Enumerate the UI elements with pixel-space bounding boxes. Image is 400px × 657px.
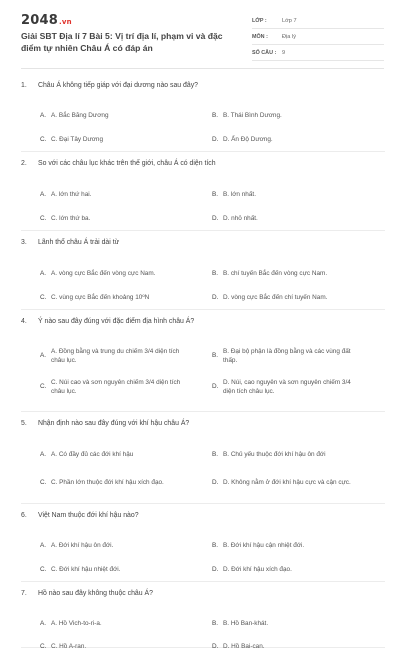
logo-brand: 2048: [21, 13, 58, 28]
option-text: A. Đới khí hậu ôn đới.: [51, 542, 114, 549]
answer-option[interactable]: [193, 442, 365, 467]
option-text: D. Núi, cao nguyên và sơn nguyên chiếm 3/4 diện tích châu lục.: [223, 378, 351, 395]
logo-suffix: .vn: [58, 18, 72, 26]
info-value: Địa lý: [282, 33, 296, 40]
answer-options: [21, 533, 385, 581]
info-row-class: [252, 13, 384, 29]
answer-options: [21, 340, 385, 402]
question-6: [21, 510, 385, 582]
option-text: A. Có đầy đủ các đới khí hậu: [51, 451, 134, 458]
option-letter: A.: [40, 620, 47, 627]
question-list: [21, 80, 385, 654]
option-text: B. chí tuyến Bắc đến vòng cực Nam.: [223, 270, 328, 277]
info-label: LỚP :: [252, 17, 267, 24]
option-text: C. Phần lớn thuộc đới khí hậu xích đạo.: [51, 479, 164, 486]
option-letter: B.: [212, 352, 219, 359]
question-stem: So với các châu lục khác trên thế giới, châu Á có diện tích: [38, 160, 216, 167]
answer-option[interactable]: [193, 371, 365, 402]
answer-options: [21, 182, 385, 230]
option-text: A. Đồng bằng và trung du chiếm 3/4 diện tích châu lục.: [51, 347, 180, 364]
option-text: C. Đới khí hậu nhiệt đới.: [51, 566, 121, 573]
option-letter: C.: [40, 136, 47, 143]
question-text: [21, 316, 385, 327]
answer-option[interactable]: [193, 286, 365, 309]
question-text: [21, 510, 385, 521]
option-text: C. Núi cao và sơn nguyên chiếm 3/4 diện tích châu lục.: [51, 378, 181, 395]
option-letter: A.: [40, 191, 47, 198]
option-letter: D.: [212, 294, 219, 301]
option-letter: C.: [40, 566, 47, 573]
answer-option[interactable]: [21, 611, 193, 636]
option-letter: B.: [212, 542, 219, 549]
question-text: [21, 158, 385, 169]
answer-option[interactable]: [21, 182, 193, 207]
answer-option[interactable]: [193, 182, 365, 207]
answer-option[interactable]: [21, 636, 193, 657]
question-number: 2.: [21, 160, 27, 167]
option-letter: B.: [212, 191, 219, 198]
option-letter: D.: [212, 566, 219, 573]
option-text: A. Bắc Băng Dương: [51, 112, 109, 119]
question-stem: Châu Á không tiếp giáp với đại dương nào sau đây?: [38, 82, 198, 89]
answer-option[interactable]: [21, 442, 193, 467]
option-text: D. nhỏ nhất.: [223, 215, 258, 222]
info-row-subject: [252, 29, 384, 45]
answer-option[interactable]: [193, 558, 365, 581]
answer-option[interactable]: [21, 286, 193, 309]
option-text: A. vòng cực Bắc đến vòng cực Nam.: [51, 270, 156, 277]
question-stem: Ý nào sau đây đúng với đặc điểm địa hình châu Á?: [38, 318, 195, 325]
question-stem: Nhận định nào sau đây đúng với khí hậu châu Á?: [38, 420, 190, 427]
option-letter: A.: [40, 112, 47, 119]
option-text: B. Hồ Ban-khát.: [223, 620, 269, 627]
option-text: D. Không nằm ở đới khí hậu cực và cận cực.: [223, 479, 351, 486]
question-stem: Hồ nào sau đây không thuộc châu Á?: [38, 590, 153, 597]
header-divider: [21, 68, 384, 69]
header: [0, 0, 400, 68]
option-letter: C.: [40, 643, 47, 650]
question-text: [21, 80, 385, 91]
question-text: [21, 418, 385, 429]
option-text: B. Thái Bình Dương.: [223, 112, 282, 119]
answer-options: [21, 442, 385, 498]
option-letter: B.: [212, 620, 219, 627]
answer-option[interactable]: [193, 103, 365, 128]
option-letter: B.: [212, 451, 219, 458]
answer-option[interactable]: [193, 611, 365, 636]
option-text: B. Chủ yếu thuộc đới khí hậu ôn đới: [223, 451, 326, 458]
question-number: 4.: [21, 318, 27, 325]
info-row-count: [252, 45, 384, 61]
option-text: B. lớn nhất.: [223, 191, 256, 198]
option-letter: D.: [212, 479, 219, 486]
option-letter: C.: [40, 294, 47, 301]
answer-option[interactable]: [193, 207, 365, 230]
question-number: 5.: [21, 420, 27, 427]
info-value: 9: [282, 49, 286, 56]
answer-option[interactable]: [21, 207, 193, 230]
question-text: [21, 588, 385, 599]
page-title: Giải SBT Địa lí 7 Bài 5: Vị trí địa lí, phạm vi và đặc điểm tự nhiên Châu Á có đáp án: [21, 31, 223, 53]
question-number: 6.: [21, 512, 27, 519]
option-letter: A.: [40, 451, 47, 458]
question-2: [21, 158, 385, 231]
option-text: C. Đại Tây Dương: [51, 136, 104, 143]
question-7: [21, 588, 385, 648]
option-letter: A.: [40, 542, 47, 549]
option-letter: C.: [40, 215, 47, 222]
answer-options: [21, 103, 385, 151]
question-4: [21, 316, 385, 412]
answer-option[interactable]: [21, 558, 193, 581]
answer-option[interactable]: [21, 340, 193, 371]
question-3: [21, 237, 385, 310]
question-number: 7.: [21, 590, 27, 597]
answer-options: [21, 261, 385, 309]
info-label: SỐ CÂU :: [252, 49, 277, 56]
option-text: D. Hồ Bai-can.: [223, 643, 265, 650]
question-text: [21, 237, 385, 248]
option-letter: B.: [212, 112, 219, 119]
answer-options: [21, 611, 385, 657]
question-stem: Lãnh thổ châu Á trải dài từ: [38, 239, 120, 246]
option-letter: D.: [212, 643, 219, 650]
question-1: [21, 80, 385, 152]
question-stem: Việt Nam thuộc đới khí hậu nào?: [38, 512, 139, 519]
answer-option[interactable]: [193, 261, 365, 286]
option-text: D. Ấn Độ Dương.: [223, 136, 273, 143]
option-letter: A.: [40, 352, 47, 359]
answer-option[interactable]: [21, 103, 193, 128]
option-letter: D.: [212, 383, 219, 390]
info-label: MÔN :: [252, 33, 268, 40]
option-text: C. vùng cực Bắc đến khoảng 10ºN: [51, 294, 150, 301]
option-text: B. Đại bộ phận là đồng bằng và các vùng đất thấp.: [223, 347, 351, 364]
option-letter: D.: [212, 136, 219, 143]
option-letter: B.: [212, 270, 219, 277]
answer-option[interactable]: [193, 467, 365, 498]
option-text: B. Đới khí hậu cận nhiệt đới.: [223, 542, 305, 549]
option-text: D. vòng cực Bắc đến chí tuyến Nam.: [223, 294, 328, 301]
answer-option[interactable]: [193, 636, 365, 657]
site-logo[interactable]: [21, 13, 72, 28]
info-panel: [252, 13, 384, 61]
option-letter: D.: [212, 215, 219, 222]
answer-option[interactable]: [21, 371, 193, 402]
answer-option[interactable]: [21, 128, 193, 151]
answer-option[interactable]: [21, 261, 193, 286]
answer-option[interactable]: [193, 340, 365, 371]
option-letter: C.: [40, 383, 47, 390]
option-text: A. lớn thứ hai.: [51, 191, 92, 198]
option-text: C. lớn thứ ba.: [51, 215, 91, 222]
question-number: 3.: [21, 239, 27, 246]
option-text: A. Hồ Vich-to-ri-a.: [51, 620, 102, 627]
question-5: [21, 418, 385, 504]
answer-option[interactable]: [21, 533, 193, 558]
answer-option[interactable]: [193, 128, 365, 151]
question-number: 1.: [21, 82, 27, 89]
option-text: D. Đới khí hậu xích đạo.: [223, 566, 292, 573]
option-letter: C.: [40, 479, 47, 486]
option-text: C. Hồ A-ran.: [51, 643, 87, 650]
info-value: Lớp 7: [282, 17, 297, 24]
answer-option[interactable]: [193, 533, 365, 558]
option-letter: A.: [40, 270, 47, 277]
answer-option[interactable]: [21, 467, 193, 498]
